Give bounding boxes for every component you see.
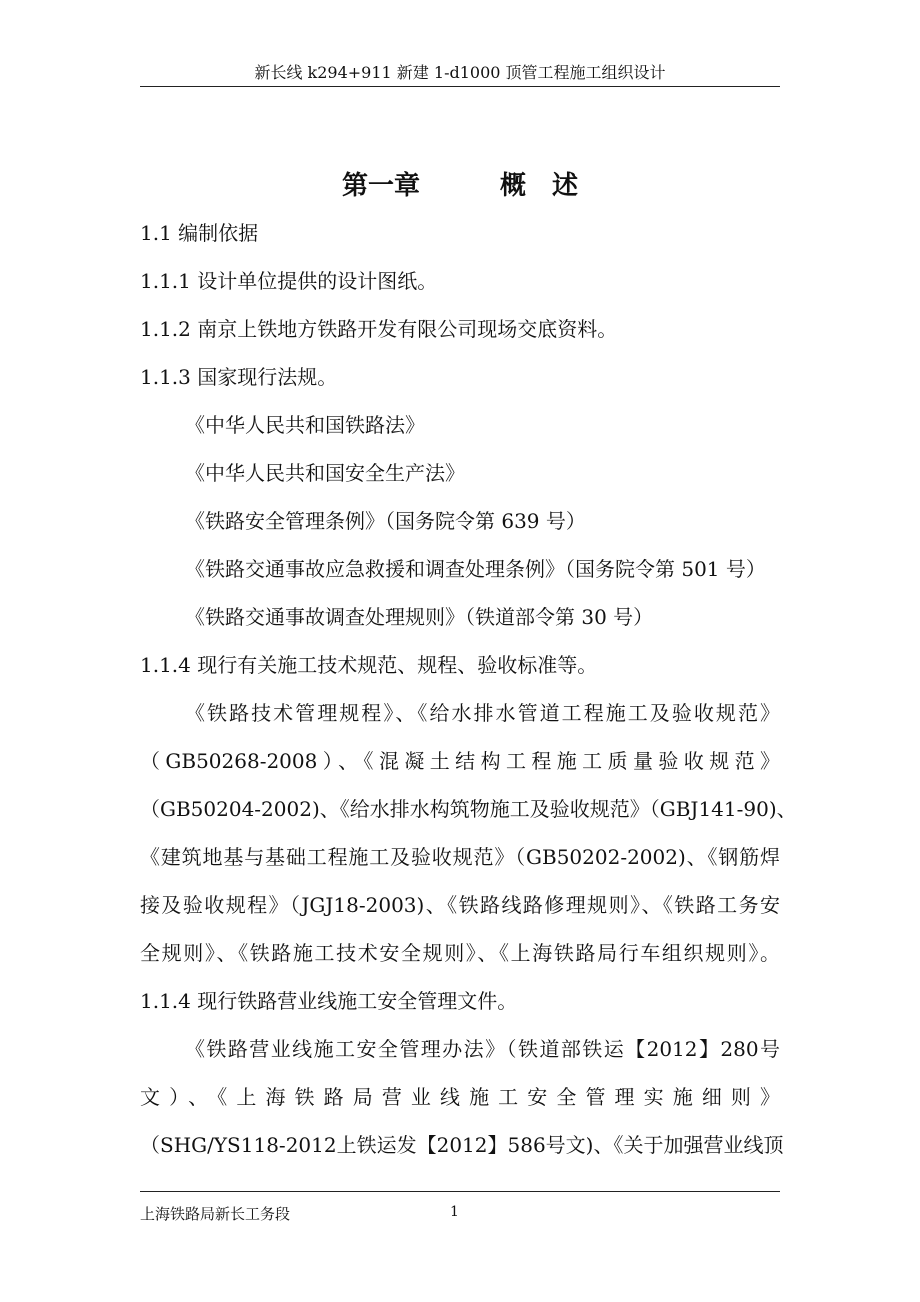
chapter-number: 第一章 <box>341 171 420 201</box>
regulation-accident-rescue: 《铁路交通事故应急救援和调查处理条例》（国务院令第 501 号） <box>185 557 766 581</box>
standards-paragraph-line-1: 《铁路技术管理规程》、《给水排水管道工程施工及验收规范》 <box>185 701 780 725</box>
item-1-1-2: 1.1.2 南京上铁地方铁路开发有限公司现场交底资料。 <box>140 317 618 341</box>
page-number: 1 <box>450 1204 459 1220</box>
chapter-heading <box>140 168 780 204</box>
safety-docs-line-1: 《铁路营业线施工安全管理办法》（铁道部铁运【2012】280号 <box>185 1037 780 1061</box>
footer-organization: 上海铁路局新长工务段 <box>140 1205 291 1223</box>
item-1-1-4-safety-docs: 1.1.4 现行铁路营业线施工安全管理文件。 <box>140 989 518 1013</box>
rule-accident-investigation: 《铁路交通事故调查处理规则》（铁道部令第 30 号） <box>185 605 654 629</box>
item-1-1-4-standards: 1.1.4 现行有关施工技术规范、规程、验收标准等。 <box>140 653 598 677</box>
standards-paragraph-line-4: 《建筑地基与基础工程施工及验收规范》（GB50202-2002)、《钢筋焊 <box>140 845 780 869</box>
chapter-title: 概 述 <box>500 171 579 201</box>
law-work-safety: 《中华人民共和国安全生产法》 <box>185 461 465 485</box>
safety-docs-line-3: （SHG/YS118-2012上铁运发【2012】586号文)、《关于加强营业线顶 <box>140 1133 784 1157</box>
page-header-title: 新长线 k294+911 新建 1-d1000 顶管工程施工组织设计 <box>254 63 666 82</box>
section-heading-1-1: 1.1 编制依据 <box>140 221 259 245</box>
law-railway: 《中华人民共和国铁路法》 <box>185 413 425 437</box>
footer-rule <box>140 1191 780 1192</box>
standards-paragraph-line-2: （GB50268-2008）、《混凝土结构工程施工质量验收规范》 <box>140 749 780 773</box>
standards-paragraph-line-5: 接及验收规程》（JGJ18-2003)、《铁路线路修理规则》、《铁路工务安 <box>140 893 780 917</box>
standards-paragraph-line-6: 全规则》、《铁路施工技术安全规则》、《上海铁路局行车组织规则》。 <box>140 941 780 965</box>
regulation-railway-safety: 《铁路安全管理条例》（国务院令第 639 号） <box>185 509 586 533</box>
item-1-1-1: 1.1.1 设计单位提供的设计图纸。 <box>140 269 438 293</box>
header-rule <box>140 86 780 87</box>
item-1-1-3: 1.1.3 国家现行法规。 <box>140 365 338 389</box>
standards-paragraph-line-3: （GB50204-2002)、《给水排水构筑物施工及验收规范》（GBJ141-90)、 <box>140 797 797 821</box>
safety-docs-line-2: 文）、《上海铁路局营业线施工安全管理实施细则》 <box>140 1085 780 1109</box>
